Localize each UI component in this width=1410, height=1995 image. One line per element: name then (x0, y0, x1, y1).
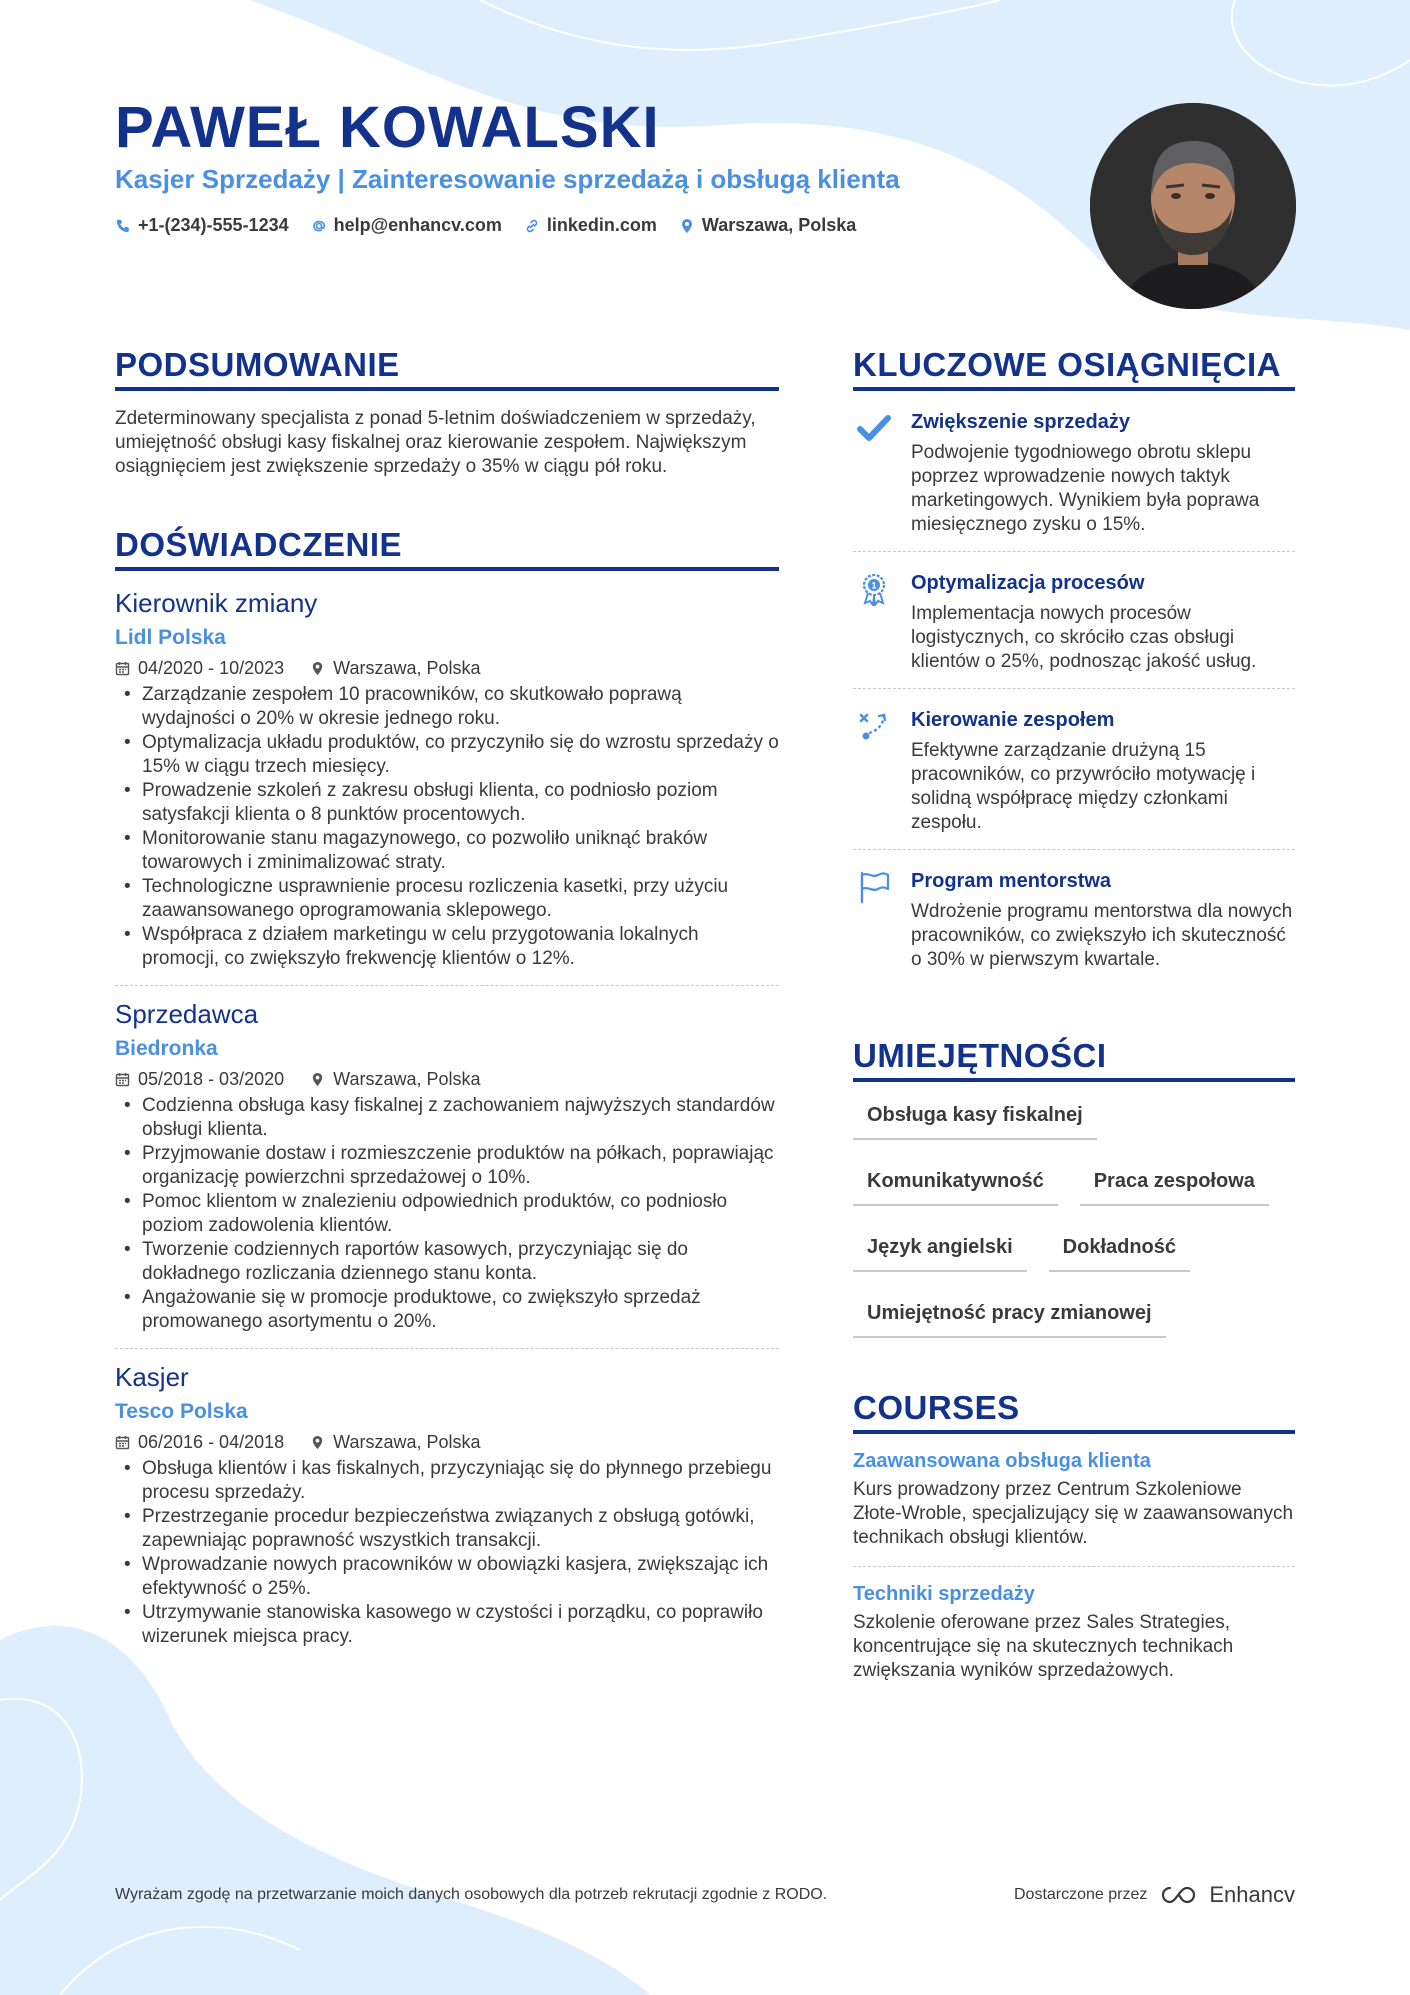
course-item (853, 1567, 1295, 1699)
job-bullets (115, 1094, 779, 1334)
job-dates (115, 1431, 284, 1453)
courses-heading: COURSES (853, 1388, 1295, 1434)
calendar-icon (115, 661, 130, 676)
job-meta (115, 1431, 779, 1453)
summary-text: Zdeterminowany specjalista z ponad 5-letnim doświadczeniem w sprzedaży, umiejętność obsługi kasy fiskalnej oraz kierowanie zespołem. Największym osiągnięciem jest zwiększenie sprzedaży o 35% w ciągu pół roku. (115, 408, 756, 477)
powered-by-label: Dostarczone przez (1013, 1886, 1148, 1903)
job-role: Kasjer (115, 1362, 189, 1392)
check-icon (857, 411, 891, 445)
job-dates (115, 1068, 284, 1090)
svg-text:1: 1 (871, 580, 877, 591)
job-location (310, 1068, 480, 1090)
footer (115, 1882, 1295, 1908)
resume-header (115, 95, 1015, 236)
job-location-text: Warszawa, Polska (333, 658, 481, 678)
brand-name: Enhancv (1209, 1882, 1295, 1907)
contact-phone[interactable] (115, 215, 289, 236)
achievement-title: Optymalizacja procesów (911, 572, 1145, 594)
experience-heading: DOŚWIADCZENIE (115, 525, 779, 571)
achievement-item (853, 552, 1295, 689)
achievement-icon-wrap (853, 868, 895, 972)
candidate-name: PAWEŁ KOWALSKI (115, 95, 660, 160)
strategy-icon (857, 709, 891, 743)
flag-icon (857, 870, 891, 904)
course-item (853, 1434, 1295, 1567)
achievement-item (853, 689, 1295, 850)
location-icon (310, 1072, 325, 1087)
list-item: • Współpraca z działem marketingu w celu przygotowania lokalnych promocji, co zwiększyło frekwencję klientów o 12%. (115, 923, 779, 971)
right-column (853, 345, 1295, 1699)
job-dates (115, 657, 284, 679)
achievement-icon-wrap (853, 409, 895, 537)
skills-heading: UMIEJĘTNOŚCI (853, 1036, 1295, 1082)
achievement-icon-wrap (853, 707, 895, 835)
achievement-title: Program mentorstwa (911, 870, 1112, 892)
list-item: • Przestrzeganie procedur bezpieczeństwa związanych z obsługą gotówki, zapewniając poprawność wszystkich transakcji. (115, 1505, 779, 1553)
achievement-icon-wrap (853, 570, 895, 674)
list-item: • Tworzenie codziennych raportów kasowych, przyczyniając się do dokładnego rozliczania dziennego stanu konta. (115, 1238, 779, 1286)
job-location-text: Warszawa, Polska (333, 1432, 481, 1452)
job-location-text: Warszawa, Polska (333, 1069, 481, 1089)
location-icon (310, 661, 325, 676)
candidate-subtitle: Kasjer Sprzedaży | Zainteresowanie sprzedażą i obsługą klienta (115, 164, 900, 194)
job-company: Biedronka (115, 1037, 218, 1060)
contact-location (679, 215, 856, 236)
infinity-icon (1159, 1884, 1203, 1906)
profile-photo (1090, 103, 1296, 309)
phone-icon (115, 218, 131, 234)
at-icon (311, 218, 327, 234)
contact-linkedin-text: linkedin.com (546, 215, 657, 235)
list-item: • Utrzymywanie stanowiska kasowego w czystości i porządku, co poprawiło wizerunek miejsca pracy. (115, 1601, 779, 1649)
achievements-heading: KLUCZOWE OSIĄGNIĘCIA (853, 345, 1295, 391)
job-role: Kierownik zmiany (115, 588, 318, 618)
course-title: Techniki sprzedaży (853, 1583, 1035, 1605)
achievement-item (853, 391, 1295, 552)
calendar-icon (115, 1435, 130, 1450)
job-dates-text: 05/2018 - 03/2020 (138, 1069, 285, 1089)
skill-tag: Obsługa kasy fiskalnej (853, 1094, 1097, 1140)
list-item: • Prowadzenie szkoleń z zakresu obsługi klienta, co podniosło poziom satysfakcji klienta o 8 punktów procentowych. (115, 779, 779, 827)
skill-tag: Umiejętność pracy zmianowej (853, 1292, 1166, 1338)
job-bullets (115, 683, 779, 971)
list-item: • Angażowanie się w promocje produktowe, co zwiększyło sprzedaż promowanego asortymentu o 20%. (115, 1286, 779, 1334)
job-meta (115, 1068, 779, 1090)
avatar (1090, 103, 1296, 309)
contact-linkedin[interactable] (524, 215, 657, 236)
job-meta (115, 657, 779, 679)
list-item: • Przyjmowanie dostaw i rozmieszczenie produktów na półkach, poprawiając organizację powierzchni sprzedażowej o 10%. (115, 1142, 779, 1190)
job-bullets (115, 1457, 779, 1649)
medal-icon (857, 572, 891, 606)
brand-logo (1159, 1882, 1295, 1908)
contact-list (115, 215, 1015, 236)
contact-phone-text: +1-(234)-555-1234 (138, 215, 289, 235)
job-entry (115, 998, 779, 1349)
contact-email-text: help@enhancv.com (333, 215, 502, 235)
summary-heading: PODSUMOWANIE (115, 345, 779, 391)
skill-tag: Język angielski (853, 1226, 1027, 1272)
course-desc: Szkolenie oferowane przez Sales Strategies, koncentrujące się na skutecznych technikach zwiększania wyników sprzedażowych. (853, 1612, 1234, 1681)
achievement-desc: Efektywne zarządzanie drużyną 15 pracowników, co przywróciło motywację i solidną współpracę między członkami zespołu. (911, 740, 1256, 833)
achievement-title: Zwiększenie sprzedaży (911, 411, 1130, 433)
location-icon (310, 1435, 325, 1450)
contact-location-text: Warszawa, Polska (701, 215, 857, 235)
achievement-desc: Wdrożenie programu mentorstwa dla nowych pracowników, co zwiększyło ich skuteczność o 30% w pierwszym kwartale. (911, 901, 1293, 970)
skill-tag: Dokładność (1049, 1226, 1190, 1272)
left-column (115, 345, 779, 1675)
contact-email[interactable] (311, 215, 502, 236)
skill-tag: Komunikatywność (853, 1160, 1058, 1206)
list-item: • Obsługa klientów i kas fiskalnych, przyczyniając się do płynnego przebiegu procesu sprzedaży. (115, 1457, 779, 1505)
skill-tag: Praca zespołowa (1080, 1160, 1269, 1206)
list-item: • Codzienna obsługa kasy fiskalnej z zachowaniem najwyższych standardów obsługi klienta. (115, 1094, 779, 1142)
list-item: • Monitorowanie stanu magazynowego, co pozwoliło uniknąć braków towarowych i zminimalizować straty. (115, 827, 779, 875)
list-item: • Technologiczne usprawnienie procesu rozliczenia kasetki, przy użyciu zaawansowanego oprogramowania sklepowego. (115, 875, 779, 923)
job-dates-text: 04/2020 - 10/2023 (138, 658, 285, 678)
job-entry (115, 1361, 779, 1663)
powered-by[interactable] (1014, 1882, 1295, 1908)
skills-list (853, 1094, 1295, 1358)
list-item: • Pomoc klientom w znalezieniu odpowiednich produktów, co podniosło poziom zadowolenia klientów. (115, 1190, 779, 1238)
course-desc: Kurs prowadzony przez Centrum Szkoleniowe Złote-Wroble, specjalizujący się w zaawansowanych technikach obsługi klientów. (853, 1479, 1294, 1548)
calendar-icon (115, 1072, 130, 1087)
achievement-item (853, 850, 1295, 986)
job-location (310, 1431, 480, 1453)
list-item: • Wprowadzanie nowych pracowników w obowiązki kasjera, zwiększając ich efektywność o 25%. (115, 1553, 779, 1601)
job-company: Tesco Polska (115, 1400, 248, 1423)
course-title: Zaawansowana obsługa klienta (853, 1450, 1151, 1472)
achievement-desc: Podwojenie tygodniowego obrotu sklepu poprzez wprowadzenie nowych taktyk marketingowych. Wynikiem była poprawa miesięcznego zysku o 15%. (911, 442, 1260, 535)
job-location (310, 657, 480, 679)
consent-text: Wyrażam zgodę na przetwarzanie moich danych osobowych dla potrzeb rekrutacji zgodnie z RODO. (115, 1886, 828, 1903)
list-item: • Optymalizacja układu produktów, co przyczyniło się do wzrostu sprzedaży o 15% w ciągu trzech miesięcy. (115, 731, 779, 779)
job-role: Sprzedawca (115, 999, 259, 1029)
job-company: Lidl Polska (115, 626, 226, 649)
list-item: • Zarządzanie zespołem 10 pracowników, co skutkowało poprawą wydajności o 20% w okresie jednego roku. (115, 683, 779, 731)
achievement-desc: Implementacja nowych procesów logistycznych, co skróciło czas obsługi klientów o 25%, podnosząc jakość usług. (911, 603, 1257, 672)
job-entry (115, 587, 779, 986)
location-icon (679, 218, 695, 234)
link-icon (524, 218, 540, 234)
job-dates-text: 06/2016 - 04/2018 (138, 1432, 285, 1452)
achievement-title: Kierowanie zespołem (911, 709, 1115, 731)
